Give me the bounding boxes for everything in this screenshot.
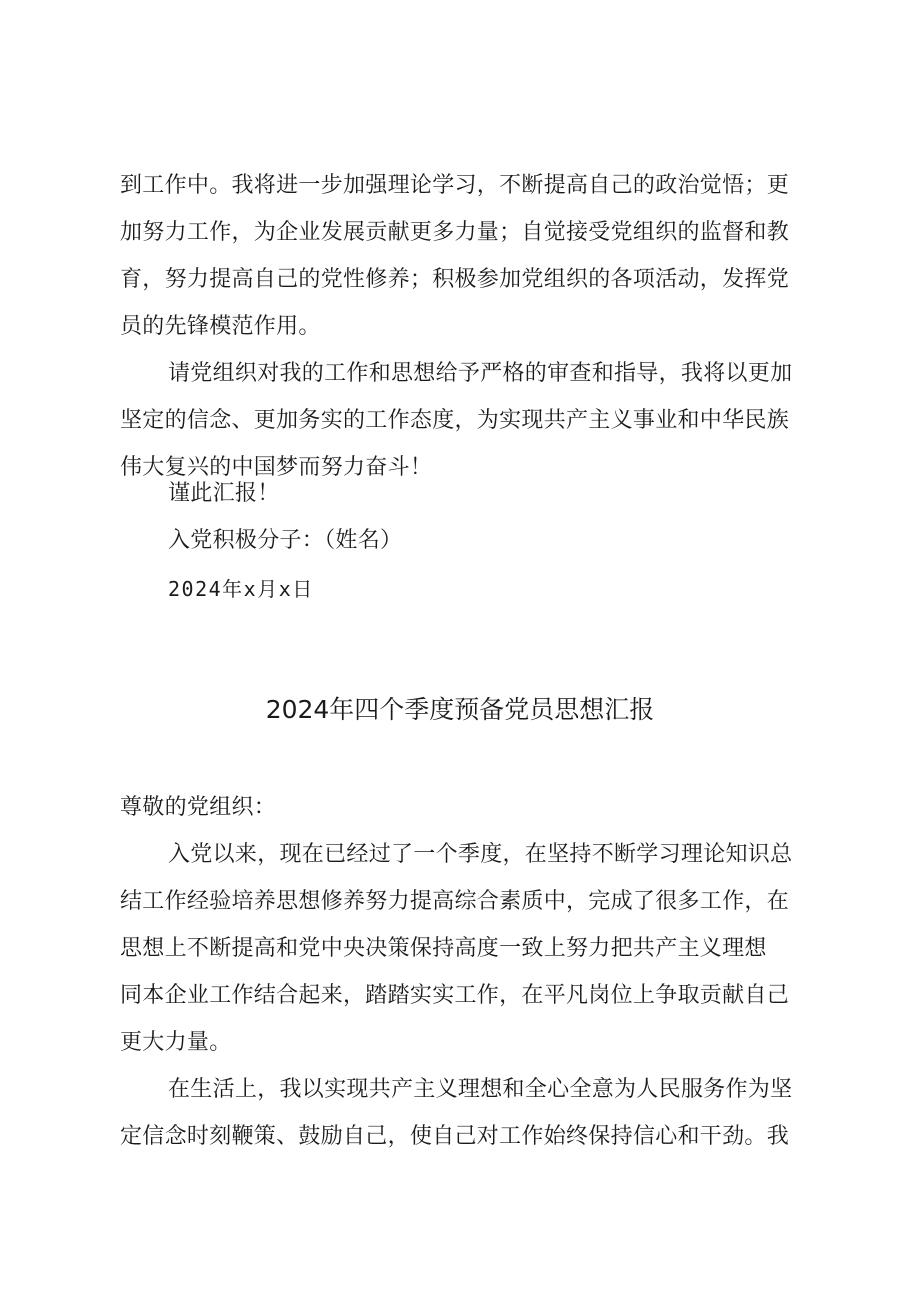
text-line: 请党组织对我的工作和思想给予严格的审查和指导，我将以更加 bbox=[168, 361, 793, 386]
text-line: 到工作中。我将进一步加强理论学习，不断提高自己的政治觉悟；更 bbox=[120, 173, 790, 198]
salutation-block bbox=[120, 784, 810, 831]
text-line: 坚定的信念、更加务实的工作态度，为实现共产主义事业和中华民族 bbox=[120, 408, 790, 433]
report-title: 2024年四个季度预备党员思想汇报 bbox=[265, 695, 655, 724]
text-line: 思想上不断提高和党中央决策保持高度一致上努力把共产主义理想 bbox=[120, 936, 767, 961]
text-line: 育，努力提高自己的党性修养；积极参加党组织的各项活动，发挥党 bbox=[120, 267, 790, 292]
text-line: 加努力工作，为企业发展贡献更多力量；自觉接受党组织的监督和教 bbox=[120, 220, 790, 245]
text-line: 员的先锋模范作用。 bbox=[120, 314, 321, 339]
continuation-paragraph bbox=[120, 162, 810, 350]
text-line: 伟大复兴的中国梦而努力奋斗！ bbox=[120, 455, 433, 480]
text-line: 定信念时刻鞭策、鼓励自己，使自己对工作始终保持信心和干劲。我 bbox=[120, 1124, 790, 1149]
signature-line: 入党积极分子：（姓名） bbox=[168, 528, 403, 553]
date-line: 2024年x月x日 bbox=[168, 577, 314, 601]
closing-block bbox=[120, 470, 810, 564]
text-line: 在生活上，我以实现共产主义理想和全心全意为人民服务作为坚 bbox=[168, 1077, 793, 1102]
report-paragraph-2 bbox=[120, 1066, 810, 1160]
date-block bbox=[120, 566, 810, 613]
text-line: 入党以来，现在已经过了一个季度，在坚持不断学习理论知识总 bbox=[168, 842, 793, 867]
closing-line: 谨此汇报！ bbox=[168, 481, 280, 506]
text-line: 更大力量。 bbox=[120, 1030, 232, 1055]
text-line: 结工作经验培养思想修养努力提高综合素质中，完成了很多工作，在 bbox=[120, 889, 790, 914]
report-paragraph-1 bbox=[120, 831, 810, 1066]
text-line: 同本企业工作结合起来，踏踏实实工作，在平凡岗位上争取贡献自己 bbox=[120, 983, 790, 1008]
salutation: 尊敬的党组织： bbox=[120, 795, 277, 820]
